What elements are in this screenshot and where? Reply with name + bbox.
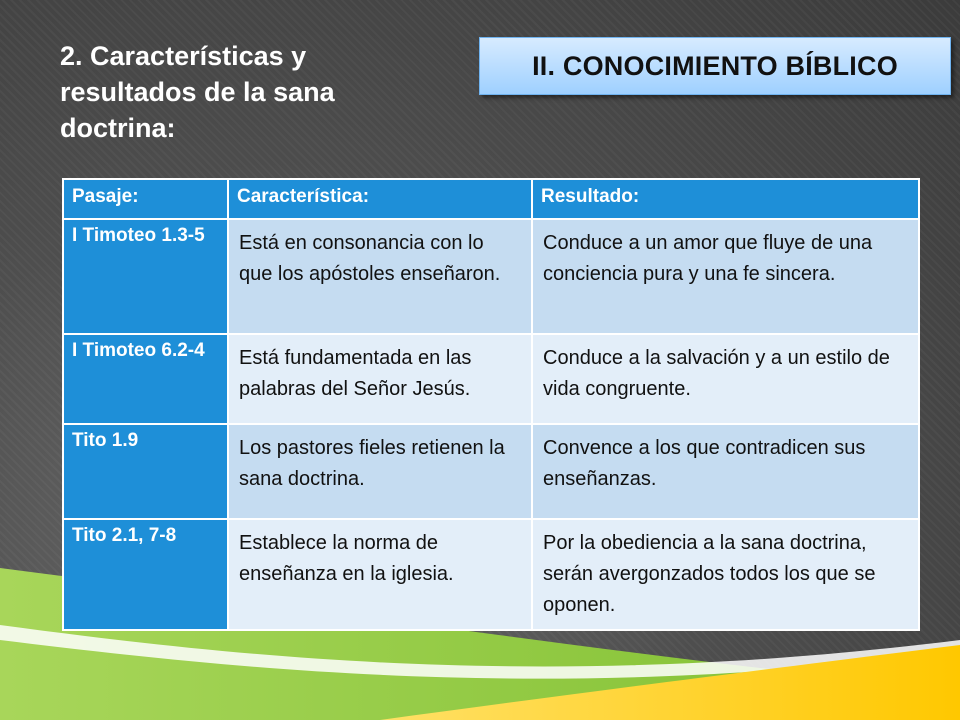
caracteristica-cell: Los pastores fieles retienen la sana doctrina. — [228, 424, 532, 519]
header-pasaje: Pasaje: — [63, 179, 228, 219]
resultado-cell: Conduce a la salvación y a un estilo de vida congruente. — [532, 334, 919, 424]
caracteristica-cell: Establece la norma de enseñanza en la iglesia. — [228, 519, 532, 630]
table-row — [63, 219, 919, 334]
caracteristica-cell: Está en consonancia con lo que los apóstoles enseñaron. — [228, 219, 532, 334]
pasaje-cell: I Timoteo 1.3-5 — [63, 219, 228, 334]
table-row — [63, 424, 919, 519]
caracteristica-cell: Está fundamentada en las palabras del Señor Jesús. — [228, 334, 532, 424]
resultado-cell: Conduce a un amor que fluye de una conciencia pura y una fe sincera. — [532, 219, 919, 334]
table-row — [63, 519, 919, 630]
header-caracteristica: Característica: — [228, 179, 532, 219]
resultado-cell: Por la obediencia a la sana doctrina, serán avergonzados todos los que se oponen. — [532, 519, 919, 630]
pasaje-cell: Tito 1.9 — [63, 424, 228, 519]
resultado-cell: Convence a los que contradicen sus enseñanzas. — [532, 424, 919, 519]
table-header-row — [63, 179, 919, 219]
doctrine-table — [62, 178, 920, 631]
pasaje-cell: I Timoteo 6.2-4 — [63, 334, 228, 424]
section-badge: II. CONOCIMIENTO BÍBLICO — [479, 37, 951, 95]
header-resultado: Resultado: — [532, 179, 919, 219]
slide-title: 2. Características y resultados de la sana doctrina: — [60, 41, 335, 143]
table-row — [63, 334, 919, 424]
pasaje-cell: Tito 2.1, 7-8 — [63, 519, 228, 630]
